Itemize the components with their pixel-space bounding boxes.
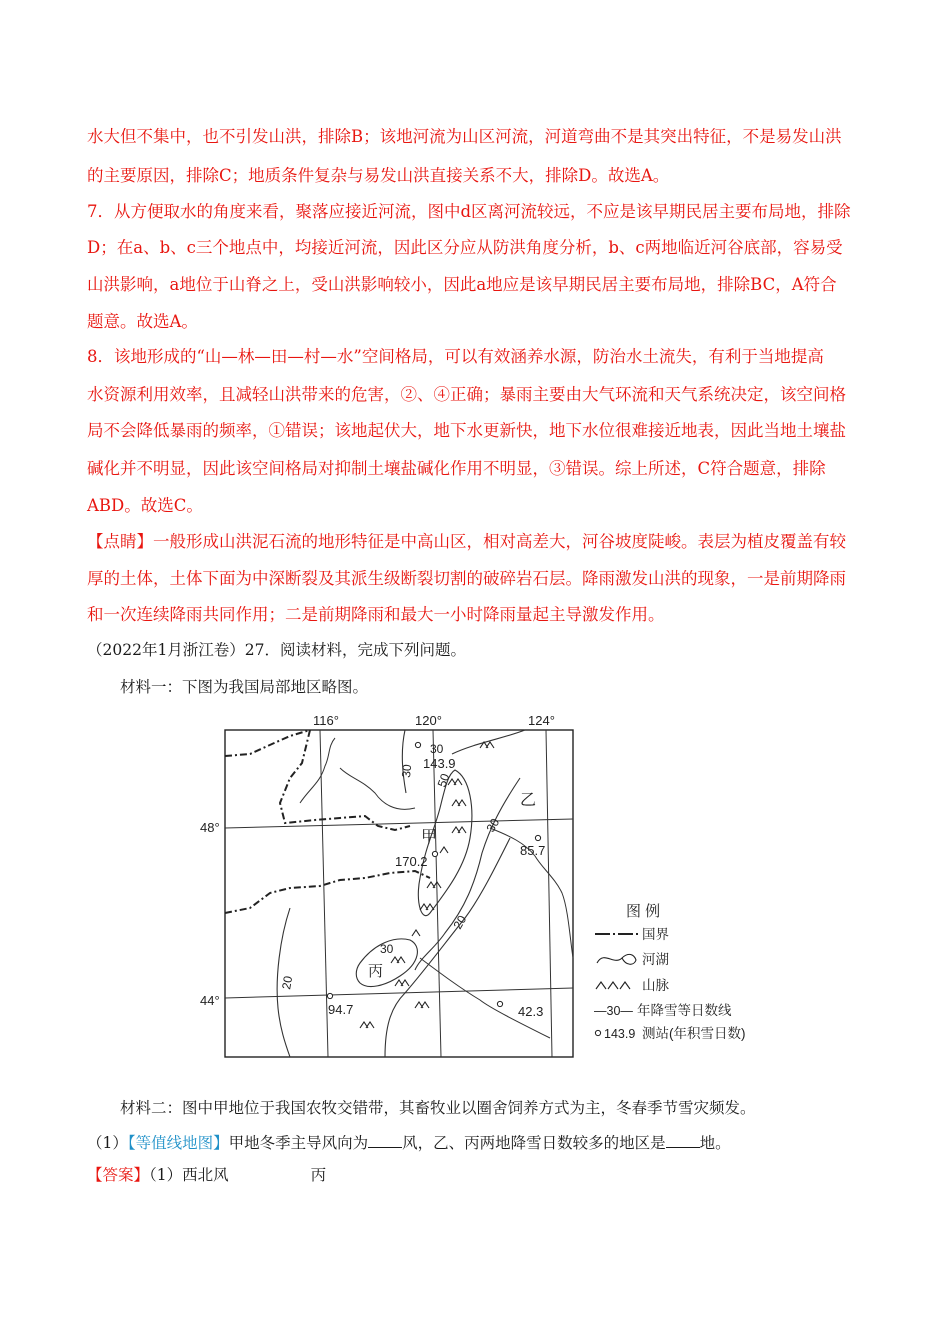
answer-row xyxy=(87,1165,326,1185)
parallel-48 xyxy=(225,819,573,828)
lon-label-116: 116° xyxy=(313,713,339,728)
station-dot xyxy=(327,993,332,998)
legend-isoline-label: 年降雪等日数线 xyxy=(637,1003,732,1018)
answer-8-line-1: 8．该地形成的“山—林—田—村—水”空间格局，可以有效涵养水源，防治水土流失，有利于当地提高 xyxy=(87,347,824,366)
answer-8-line-2: 水资源利用效率，且减轻山洪带来的危害，②、④正确；暴雨主要由大气环流和天气系统决定，该空间格 xyxy=(87,385,846,404)
lon-label-120: 120° xyxy=(415,713,442,728)
answer-blank-1[interactable] xyxy=(368,1133,402,1148)
legend-isoline-sample: —30— xyxy=(594,1004,633,1018)
national-border-south xyxy=(225,871,430,913)
meridian-116 xyxy=(320,730,328,1057)
legend-station-dot xyxy=(595,1030,600,1035)
legend-station-label: 测站(年积雪日数) xyxy=(642,1026,746,1041)
legend-river-symbol xyxy=(597,954,636,964)
place-jia: 甲 xyxy=(421,829,438,846)
place-yi: 乙 xyxy=(520,792,537,809)
answer-line-2: 的主要原因，排除C；地质条件复杂与易发山洪直接关系不大，排除D。故选A。 xyxy=(87,166,670,185)
station-dot xyxy=(497,1001,502,1006)
material-two: 材料二：图中甲地位于我国农牧交错带，其畜牧业以圈舍饲养方式为主，冬春季节雪灾频发。 xyxy=(120,1099,756,1117)
tip-line-3: 和一次连续降雨共同作用；二是前期降雨和最大一小时降雨量起主导激发作用。 xyxy=(87,605,665,624)
isoline-30-mid xyxy=(415,778,520,970)
question-1-tag: 【等值线地图】 xyxy=(127,1134,229,1152)
lat-label-48: 48° xyxy=(200,820,220,835)
isoline-30-ne xyxy=(452,730,525,754)
question-source: （2022年1月浙江卷）27．阅读材料，完成下列问题。 xyxy=(87,641,467,659)
answer-number: （1） xyxy=(149,1166,183,1184)
tip-line-2: 厚的土体，土体下面为中深断裂及其派生级断裂切割的破碎岩石层。降雨激发山洪的现象，一是前期降雨 xyxy=(87,569,846,588)
answer-tag: 【答案】 xyxy=(87,1166,150,1184)
material-one: 材料一：下图为我国局部地区略图。 xyxy=(120,678,369,696)
answer-8-line-5: ABD。故选C。 xyxy=(87,496,203,515)
answer-7-line-1: 7．从方便取水的角度来看，聚落应接近河流，图中d区离河流较远，不应是该早期民居主要布局地，排除 xyxy=(87,202,851,221)
answer-8-line-4: 碱化并不明显，因此该空间格局对抑制土壤盐碱化作用不明显，③错误。综上所述，C符合题意，排除 xyxy=(87,459,826,478)
legend-border-label: 国界 xyxy=(642,927,669,942)
isoline-30-north xyxy=(402,730,406,793)
legend-title: 图 例 xyxy=(626,903,661,920)
regional-map xyxy=(190,708,780,1068)
isoline-20-east xyxy=(385,838,510,1057)
contour-label-30c: 30 xyxy=(380,942,394,956)
lon-label-124: 124° xyxy=(528,713,555,728)
place-bing: 丙 xyxy=(368,963,384,980)
contour-label-20b: 20 xyxy=(279,974,296,991)
tip-line-1 xyxy=(87,532,846,552)
tip-text-1: 一般形成山洪泥石流的地形特征是中高山区，相对高差大，河谷坡度陡峻。表层为植皮覆盖有较 xyxy=(153,532,846,551)
national-border-north xyxy=(225,730,310,756)
answer-blank-2[interactable] xyxy=(666,1133,700,1148)
station-85-7: 85.7 xyxy=(520,843,546,858)
answer-7-line-2: D；在a、b、c三个地点中，均接近河流，因此区分应从防洪角度分析，b、c两地临近河谷底部，容易受 xyxy=(87,238,843,257)
legend-river-label: 河湖 xyxy=(642,952,669,967)
legend-mountain-symbol xyxy=(596,982,630,989)
question-1-number: （1） xyxy=(87,1134,128,1152)
contour-label-30a: 30 xyxy=(399,763,415,779)
contour-label-30d: 30 xyxy=(483,815,503,835)
station-94-7: 94.7 xyxy=(328,1002,354,1017)
answer-7-line-4: 题意。故选A。 xyxy=(87,312,198,331)
contour-label-20a: 20 xyxy=(450,912,470,932)
answer-2: 丙 xyxy=(310,1166,327,1184)
answer-line-1: 水大但不集中，也不引发山洪，排除B；该地河流为山区河流，河道弯曲不是其突出特征，不是易发山洪 xyxy=(87,127,842,146)
legend-station-sample: 143.9 xyxy=(604,1027,636,1041)
question-1-text-b: 风，乙、丙两地降雪日数较多的地区是 xyxy=(402,1134,666,1152)
contour-label-30b: 30 xyxy=(430,742,444,756)
answer-1: 西北风 xyxy=(182,1166,229,1184)
station-143-9: 143.9 xyxy=(423,756,456,771)
question-1-text-c: 地。 xyxy=(699,1134,731,1152)
national-border-loop xyxy=(280,730,410,830)
station-dot xyxy=(432,851,437,856)
station-42-3: 42.3 xyxy=(518,1004,544,1019)
lat-label-44: 44° xyxy=(200,993,220,1008)
contour-label-50: 50 xyxy=(434,771,453,790)
question-1-text-a: 甲地冬季主导风向为 xyxy=(228,1134,369,1152)
answer-7-line-3: 山洪影响，a地位于山脊之上，受山洪影响较小，因此a地应是该早期民居主要布局地，排除BC，A符合 xyxy=(87,275,837,294)
question-1 xyxy=(87,1133,731,1153)
station-dot xyxy=(415,742,420,747)
legend-mountain-label: 山脉 xyxy=(642,978,669,993)
tip-tag: 【点睛】 xyxy=(87,532,153,551)
answer-8-line-3: 局不会降低暴雨的频率，①错误；该地起伏大，地下水更新快，地下水位很难接近地表，因此当地土壤盐 xyxy=(87,421,846,440)
station-dot xyxy=(535,835,540,840)
station-170-2: 170.2 xyxy=(395,854,428,869)
meridian-124 xyxy=(546,730,552,1057)
